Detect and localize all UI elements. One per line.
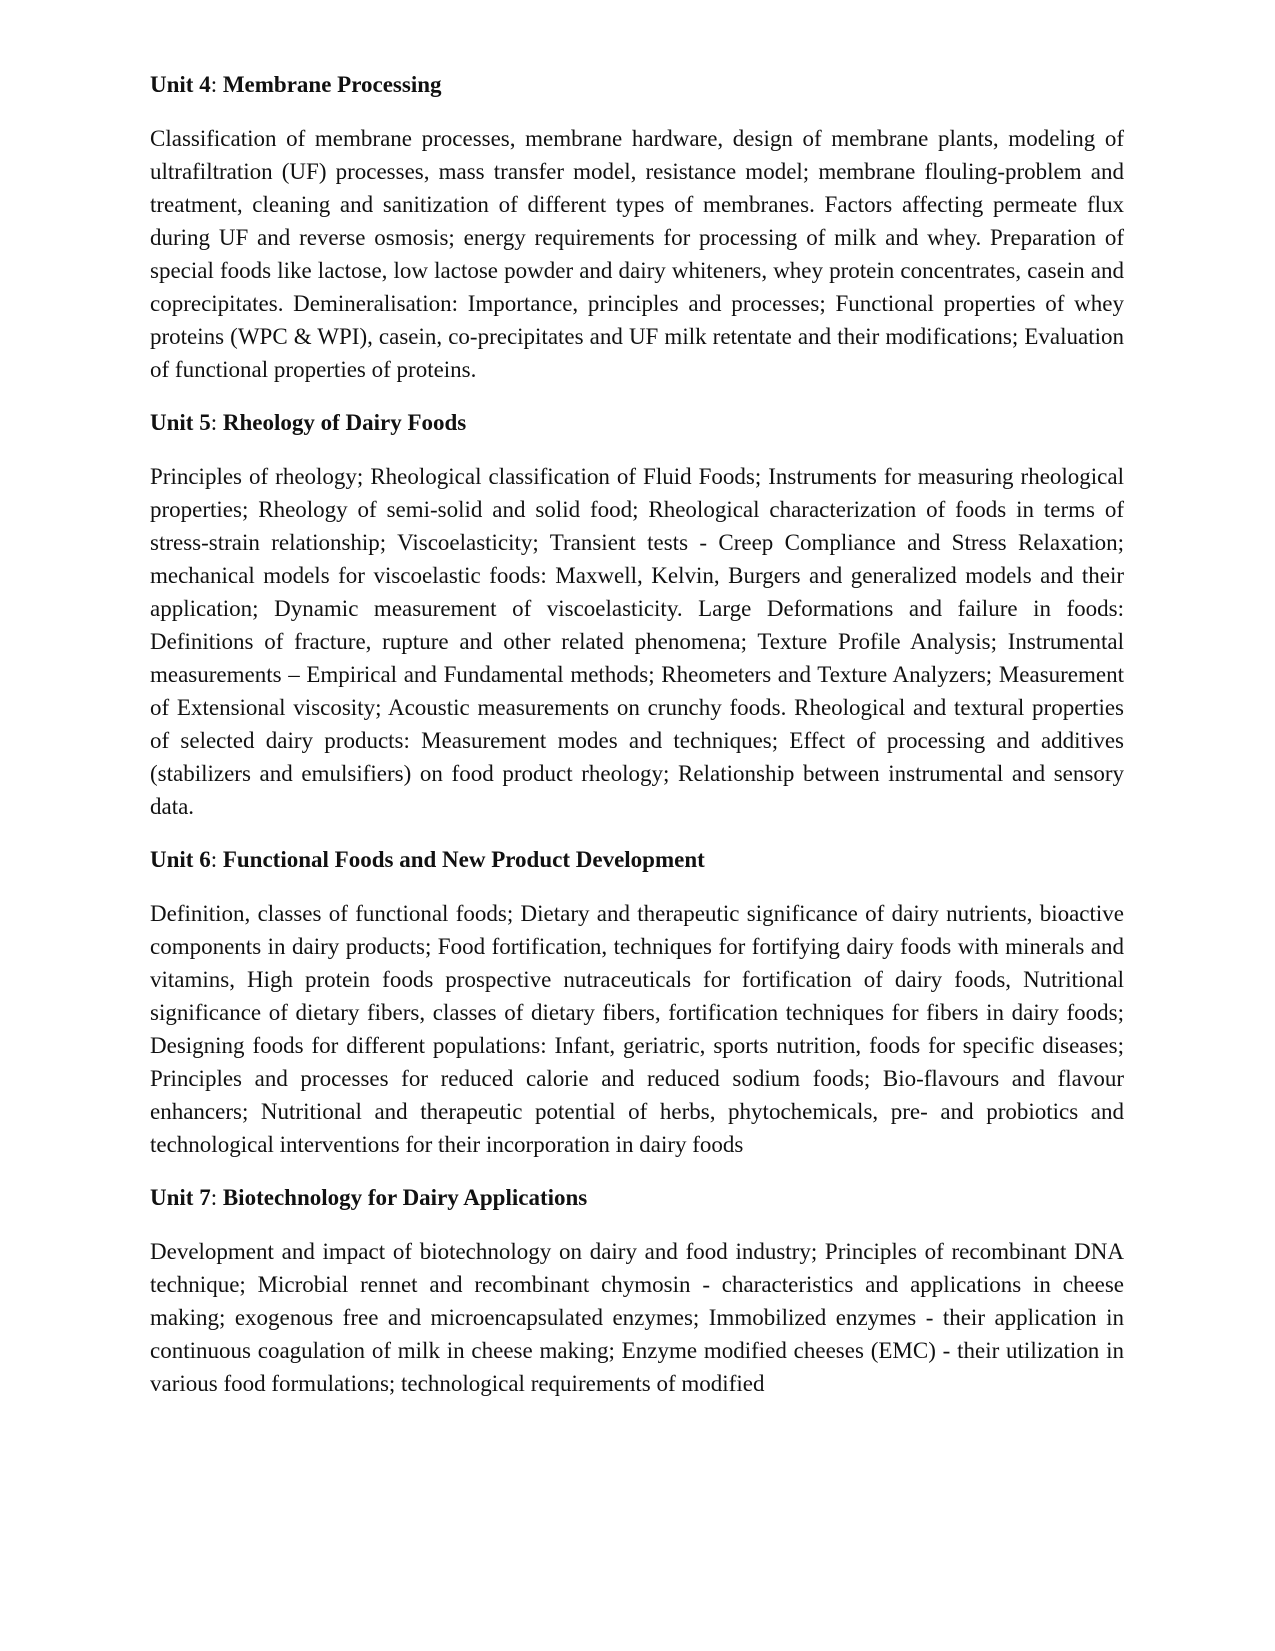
unit-title: Biotechnology for Dairy Applications [222,1185,588,1210]
unit-separator: : [210,410,223,435]
unit-title: Rheology of Dairy Foods [222,410,467,435]
unit-title: Functional Foods and New Product Development [222,847,705,872]
unit-5-description: Principles of rheology; Rheological classification of Fluid Foods; Instruments for measuring rheological properties; Rheology of semi-solid and solid food; Rheological characterization of foods in terms of stress-strain relationship; Viscoelasticity; Transient tests - Creep Compliance and Stress Relaxation; mechanical models for viscoelastic foods: Maxwell, Kelvin, Burgers and generalized models and their application; Dynamic measurement of viscoelasticity. Large Deformations and failure in foods: Definitions of fracture, rupture and other related phenomena; Texture Profile Analysis; Instrumental measurements – Empirical and Fundamental methods; Rheometers and Texture Analyzers; Measurement of Extensional viscosity; Acoustic measurements on crunchy foods. Rheological and textural properties of selected dairy products: Measurement modes and techniques; Effect of processing and additives (stabilizers and emulsifiers) on food product rheology; Relationship between instrumental and sensory data. [150,464,1124,819]
unit-7-heading [150,1181,1124,1214]
unit-5-heading [150,406,1124,439]
unit-number: Unit 5 [150,410,211,435]
document-content [150,68,1124,1400]
unit-4-description: Classification of membrane processes, membrane hardware, design of membrane plants, modeling of ultrafiltration (UF) processes, mass transfer model, resistance model; membrane flouling-problem and treatment, cleaning and sanitization of different types of membranes. Factors affecting permeate flux during UF and reverse osmosis; energy requirements for processing of milk and whey. Preparation of special foods like lactose, low lactose powder and dairy whiteners, whey protein concentrates, casein and coprecipitates. Demineralisation: Importance, principles and processes; Functional properties of whey proteins (WPC & WPI), casein, co-precipitates and UF milk retentate and their modifications; Evaluation of functional properties of proteins. [150,126,1124,382]
unit-number: Unit 6 [150,847,211,872]
unit-separator: : [210,72,223,97]
unit-separator: : [210,1185,223,1210]
unit-6-heading [150,843,1124,876]
unit-6-description: Definition, classes of functional foods; Dietary and therapeutic significance of dairy nutrients, bioactive components in dairy products; Food fortification, techniques for fortifying dairy foods with minerals and vitamins, High protein foods prospective nutraceuticals for fortification of dairy foods, Nutritional significance of dietary fibers, classes of dietary fibers, fortification techniques for fibers in dairy foods; Designing foods for different populations: Infant, geriatric, sports nutrition, foods for specific diseases; Principles and processes for reduced calorie and reduced sodium foods; Bio-flavours and flavour enhancers; Nutritional and therapeutic potential of herbs, phytochemicals, pre- and probiotics and technological interventions for their incorporation in dairy foods [150,901,1124,1157]
unit-4-heading [150,68,1124,101]
unit-number: Unit 7 [150,1185,211,1210]
unit-title: Membrane Processing [222,72,442,97]
unit-number: Unit 4 [150,72,211,97]
unit-separator: : [210,847,223,872]
unit-7-description: Development and impact of biotechnology on dairy and food industry; Principles of recombinant DNA technique; Microbial rennet and recombinant chymosin - characteristics and applications in cheese making; exogenous free and microencapsulated enzymes; Immobilized enzymes - their application in continuous coagulation of milk in cheese making; Enzyme modified cheeses (EMC) - their utilization in various food formulations; technological requirements of modified [150,1239,1124,1396]
